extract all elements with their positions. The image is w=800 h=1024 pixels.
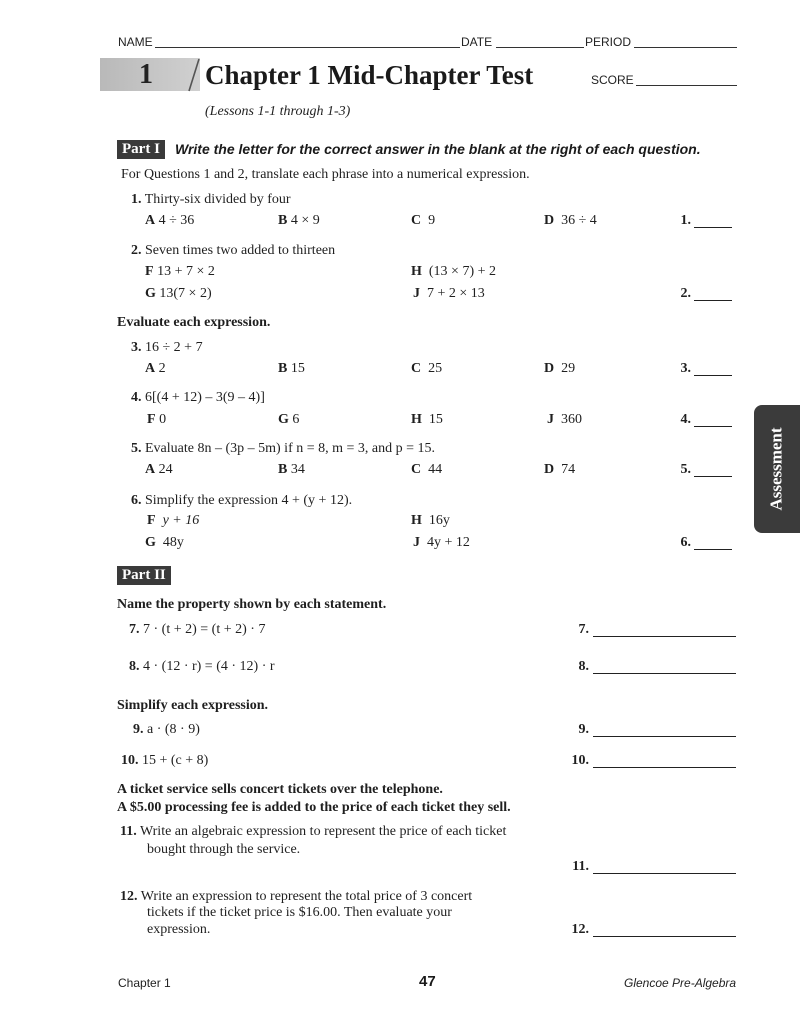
q4-choice-f: F 0 bbox=[147, 412, 167, 427]
q1-choice-c: C 9 bbox=[411, 213, 436, 228]
q1-choice-b: B 4 × 9 bbox=[278, 213, 320, 228]
q4-choice-j: J 360 bbox=[547, 412, 582, 427]
score-field[interactable] bbox=[636, 85, 737, 86]
question-1: 1. Thirty-six divided by four bbox=[131, 192, 291, 207]
answer-blank-11[interactable] bbox=[593, 873, 736, 874]
answer-label-11: 11. bbox=[572, 859, 589, 874]
q3-choice-b: B 15 bbox=[278, 361, 305, 376]
question-10: 10. 15 + (c + 8) bbox=[121, 753, 209, 768]
q5-choice-c: C 44 bbox=[411, 462, 443, 477]
question-2: 2. Seven times two added to thirteen bbox=[131, 243, 336, 258]
period-field[interactable] bbox=[634, 47, 737, 48]
name-label: NAME bbox=[118, 35, 153, 49]
answer-label-12: 12. bbox=[571, 922, 589, 937]
question-11: 11. Write an algebraic expression to represent the price of each ticket bbox=[120, 824, 507, 839]
answer-blank-7[interactable] bbox=[593, 636, 736, 637]
q6-choice-g: G 48y bbox=[145, 535, 184, 550]
question-3: 3. 16 ÷ 2 + 7 bbox=[131, 340, 203, 355]
answer-label-8: 8. bbox=[578, 659, 589, 674]
q6-choice-f: F y + 16 bbox=[147, 513, 200, 528]
simplify-heading: Simplify each expression. bbox=[117, 698, 269, 713]
question-11-line2: bought through the service. bbox=[147, 842, 301, 857]
q4-choice-g: G 6 bbox=[278, 412, 300, 427]
question-12: 12. Write an expression to represent the total price of 3 concert bbox=[120, 889, 473, 904]
slash-divider bbox=[186, 58, 200, 92]
question-7: 7. 7 · (t + 2) = (t + 2) · 7 bbox=[129, 622, 266, 637]
q3-choice-a: A 2 bbox=[145, 361, 166, 376]
chapter-number: 1 bbox=[139, 59, 153, 90]
ticket-intro-line2: A $5.00 processing fee is added to the price of each ticket they sell. bbox=[117, 800, 511, 815]
page-title: Chapter 1 Mid-Chapter Test bbox=[205, 60, 534, 90]
property-heading: Name the property shown by each statement. bbox=[117, 597, 387, 612]
answer-blank-8[interactable] bbox=[593, 673, 736, 674]
part1-tag: Part I bbox=[117, 140, 165, 159]
answer-label-10: 10. bbox=[571, 753, 589, 768]
question-6: 6. Simplify the expression 4 + (y + 12). bbox=[131, 493, 353, 508]
date-field[interactable] bbox=[496, 47, 584, 48]
footer-chapter: Chapter 1 bbox=[118, 976, 171, 990]
answer-blank-9[interactable] bbox=[593, 736, 736, 737]
evaluate-heading: Evaluate each expression. bbox=[117, 315, 271, 330]
answer-blank-3[interactable] bbox=[694, 375, 732, 376]
answer-blank-6[interactable] bbox=[694, 549, 732, 550]
question-12-line3: expression. bbox=[147, 922, 211, 937]
q6-choice-h: H 16y bbox=[411, 513, 450, 528]
answer-label-7: 7. bbox=[578, 622, 589, 637]
assessment-tab-label: Assessment bbox=[767, 427, 787, 511]
q2-choice-h: H (13 × 7) + 2 bbox=[411, 264, 497, 279]
q1-choice-d: D 36 ÷ 4 bbox=[544, 213, 597, 228]
answer-blank-1[interactable] bbox=[694, 227, 732, 228]
assessment-tab-label-wrap bbox=[754, 405, 800, 533]
question-5: 5. Evaluate 8n – (3p – 5m) if n = 8, m = 3, and p = 15. bbox=[131, 441, 436, 456]
translate-note: For Questions 1 and 2, translate each phrase into a numerical expression. bbox=[121, 167, 530, 182]
question-8: 8. 4 · (12 · r) = (4 · 12) · r bbox=[129, 659, 275, 674]
date-label: DATE bbox=[461, 35, 493, 49]
q3-choice-d: D 29 bbox=[544, 361, 576, 376]
q3-choice-c: C 25 bbox=[411, 361, 443, 376]
answer-label-6: 6. bbox=[680, 535, 691, 550]
answer-blank-5[interactable] bbox=[694, 476, 732, 477]
footer-publisher: Glencoe Pre-Algebra bbox=[624, 976, 737, 990]
q2-choice-g: G 13(7 × 2) bbox=[145, 286, 212, 301]
q4-choice-h: H 15 bbox=[411, 412, 443, 427]
name-field[interactable] bbox=[155, 47, 460, 48]
answer-blank-4[interactable] bbox=[694, 426, 732, 427]
q2-choice-f: F 13 + 7 × 2 bbox=[145, 264, 215, 279]
answer-blank-2[interactable] bbox=[694, 300, 732, 301]
period-label: PERIOD bbox=[585, 35, 632, 49]
part2-tag: Part II bbox=[117, 566, 171, 585]
answer-label-5: 5. bbox=[680, 462, 691, 477]
page-number: 47 bbox=[419, 973, 436, 990]
answer-label-2: 2. bbox=[680, 286, 691, 301]
answer-blank-12[interactable] bbox=[593, 936, 736, 937]
q6-choice-j: J 4y + 12 bbox=[413, 535, 470, 550]
part1-instruction: Write the letter for the correct answer in the blank at the right of each question. bbox=[175, 141, 701, 157]
q2-choice-j: J 7 + 2 × 13 bbox=[413, 286, 485, 301]
answer-label-1: 1. bbox=[680, 213, 691, 228]
q5-choice-d: D 74 bbox=[544, 462, 576, 477]
answer-label-9: 9. bbox=[578, 722, 589, 737]
q1-choice-a: A 4 ÷ 36 bbox=[145, 213, 195, 228]
q5-choice-b: B 34 bbox=[278, 462, 305, 477]
question-12-line2: tickets if the ticket price is $16.00. Then evaluate your bbox=[147, 905, 452, 920]
question-4: 4. 6[(4 + 12) – 3(9 – 4)] bbox=[131, 390, 265, 405]
question-9: 9. a · (8 · 9) bbox=[133, 722, 200, 737]
answer-label-4: 4. bbox=[680, 412, 691, 427]
answer-label-3: 3. bbox=[680, 361, 691, 376]
ticket-intro-line1: A ticket service sells concert tickets over the telephone. bbox=[117, 782, 443, 797]
score-label: SCORE bbox=[591, 73, 634, 87]
page-subtitle: (Lessons 1-1 through 1-3) bbox=[205, 104, 351, 119]
q5-choice-a: A 24 bbox=[145, 462, 173, 477]
answer-blank-10[interactable] bbox=[593, 767, 736, 768]
